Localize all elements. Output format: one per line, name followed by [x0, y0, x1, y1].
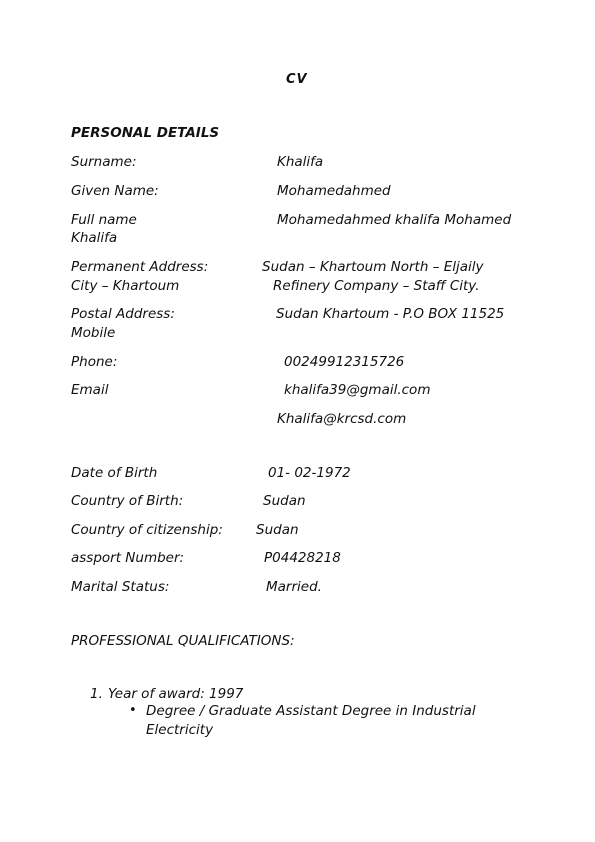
email-value-primary: khalifa39@gmail.com — [284, 382, 431, 398]
postal-address-value: Sudan Khartoum - P.O BOX 11525 — [276, 306, 505, 322]
date-of-birth-value: 01- 02-1972 — [268, 465, 351, 481]
permanent-address-label: Permanent Address: — [71, 259, 209, 275]
full-name-label: Full name — [71, 212, 137, 228]
citizenship-label: Country of citizenship: — [71, 522, 223, 538]
bullet-dot: • — [129, 703, 137, 718]
full-name-value: Mohamedahmed khalifa Mohamed — [277, 212, 512, 228]
list-item-year: Year of award: 1997 — [108, 686, 244, 702]
permanent-address-city: City – Khartoum — [71, 278, 180, 294]
given-name-value: Mohamedahmed — [277, 183, 391, 199]
list-item-number: 1. — [90, 686, 103, 702]
given-name-label: Given Name: — [71, 183, 159, 199]
marital-status-label: Marital Status: — [71, 579, 170, 595]
citizenship-value: Sudan — [256, 522, 299, 538]
phone-value: 00249912315726 — [284, 354, 405, 370]
postal-address-label: Postal Address: — [71, 306, 175, 322]
permanent-address-value: Sudan – Khartoum North – Eljaily — [262, 259, 484, 275]
email-value-secondary: Khalifa@krcsd.com — [277, 411, 407, 427]
degree-line-2: Electricity — [146, 722, 214, 738]
passport-value: P04428218 — [264, 550, 341, 566]
qualifications-heading: PROFESSIONAL QUALIFICATIONS: — [71, 633, 295, 649]
surname-value: Khalifa — [277, 154, 324, 170]
country-of-birth-label: Country of Birth: — [71, 493, 184, 509]
personal-details-heading: PERSONAL DETAILS — [71, 125, 220, 141]
date-of-birth-label: Date of Birth — [71, 465, 158, 481]
email-label: Email — [71, 382, 109, 398]
document-title: CV — [286, 72, 308, 87]
permanent-address-continued: Refinery Company – Staff City. — [273, 278, 480, 294]
surname-label: Surname: — [71, 154, 137, 170]
passport-label: assport Number: — [71, 550, 185, 566]
full-name-continued: Khalifa — [71, 230, 118, 246]
degree-line-1: Degree / Graduate Assistant Degree in Industrial — [146, 703, 476, 719]
mobile-label: Mobile — [71, 325, 116, 341]
marital-status-value: Married. — [266, 579, 322, 595]
country-of-birth-value: Sudan — [263, 493, 306, 509]
phone-label: Phone: — [71, 354, 118, 370]
